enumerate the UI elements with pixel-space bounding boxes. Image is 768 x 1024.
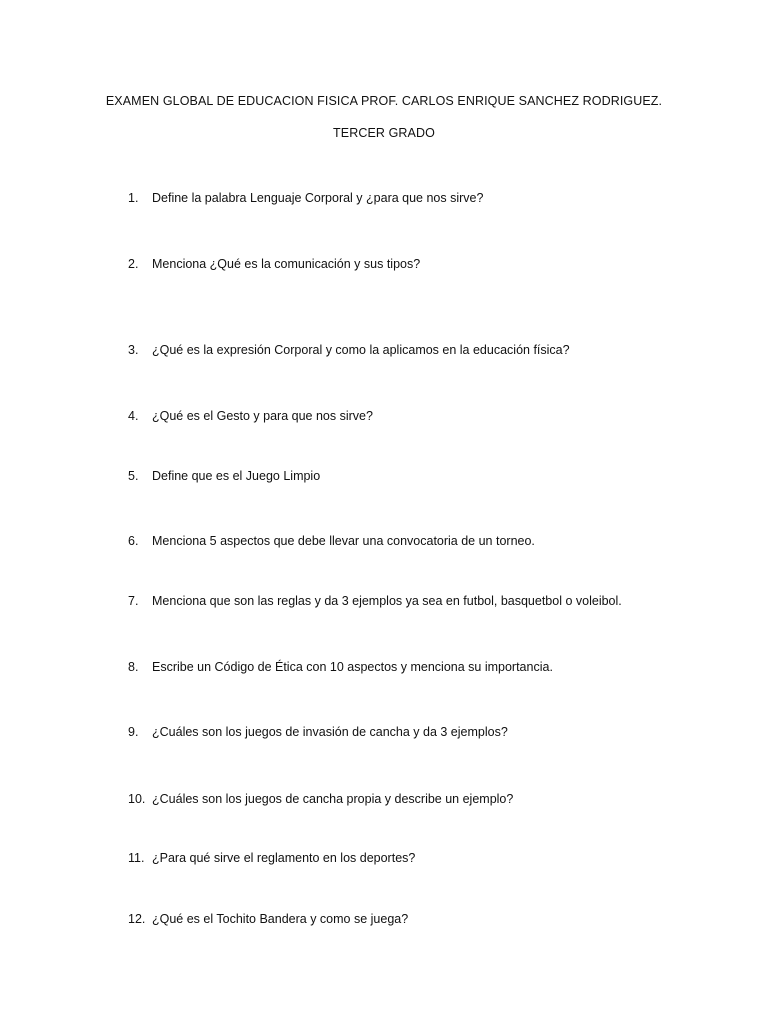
question-number: 11. — [128, 851, 145, 865]
question-number: 2. — [128, 257, 139, 271]
question-text: Define la palabra Lenguaje Corporal y ¿para que nos sirve? — [152, 191, 484, 205]
question-text: ¿Cuáles son los juegos de cancha propia y describe un ejemplo? — [152, 792, 514, 806]
question-item — [128, 534, 748, 548]
question-number: 6. — [128, 534, 139, 548]
question-number: 8. — [128, 660, 139, 674]
question-text: Menciona que son las reglas y da 3 ejemplos ya sea en futbol, basquetbol o voleibol. — [152, 594, 622, 608]
question-number: 3. — [128, 343, 139, 357]
question-number: 4. — [128, 409, 139, 423]
question-item — [128, 191, 748, 205]
exam-grade: TERCER GRADO — [333, 126, 435, 140]
question-text: ¿Cuáles son los juegos de invasión de cancha y da 3 ejemplos? — [152, 725, 508, 739]
question-item — [128, 912, 748, 926]
question-item — [128, 792, 748, 806]
question-text: Menciona 5 aspectos que debe llevar una convocatoria de un torneo. — [152, 534, 535, 548]
question-number: 1. — [128, 191, 139, 205]
question-text: Menciona ¿Qué es la comunicación y sus tipos? — [152, 257, 421, 271]
question-item — [128, 660, 748, 674]
question-text: Define que es el Juego Limpio — [152, 469, 321, 483]
question-number: 12. — [128, 912, 146, 926]
question-item — [128, 257, 748, 271]
question-item — [128, 594, 748, 608]
question-text: ¿Qué es la expresión Corporal y como la aplicamos en la educación física? — [152, 343, 570, 357]
question-text: ¿Qué es el Gesto y para que nos sirve? — [152, 409, 373, 423]
question-number: 10. — [128, 792, 146, 806]
exam-title: EXAMEN GLOBAL DE EDUCACION FISICA PROF. CARLOS ENRIQUE SANCHEZ RODRIGUEZ. — [105, 94, 663, 108]
question-text: ¿Qué es el Tochito Bandera y como se juega? — [152, 912, 409, 926]
question-text: Escribe un Código de Ética con 10 aspectos y menciona su importancia. — [152, 660, 553, 674]
question-item — [128, 469, 748, 483]
question-item — [128, 725, 748, 739]
question-number: 7. — [128, 594, 139, 608]
question-number: 5. — [128, 469, 139, 483]
question-item — [128, 409, 748, 423]
question-number: 9. — [128, 725, 139, 739]
question-text: ¿Para qué sirve el reglamento en los deportes? — [152, 851, 416, 865]
question-item — [128, 851, 748, 865]
question-item — [128, 343, 748, 357]
